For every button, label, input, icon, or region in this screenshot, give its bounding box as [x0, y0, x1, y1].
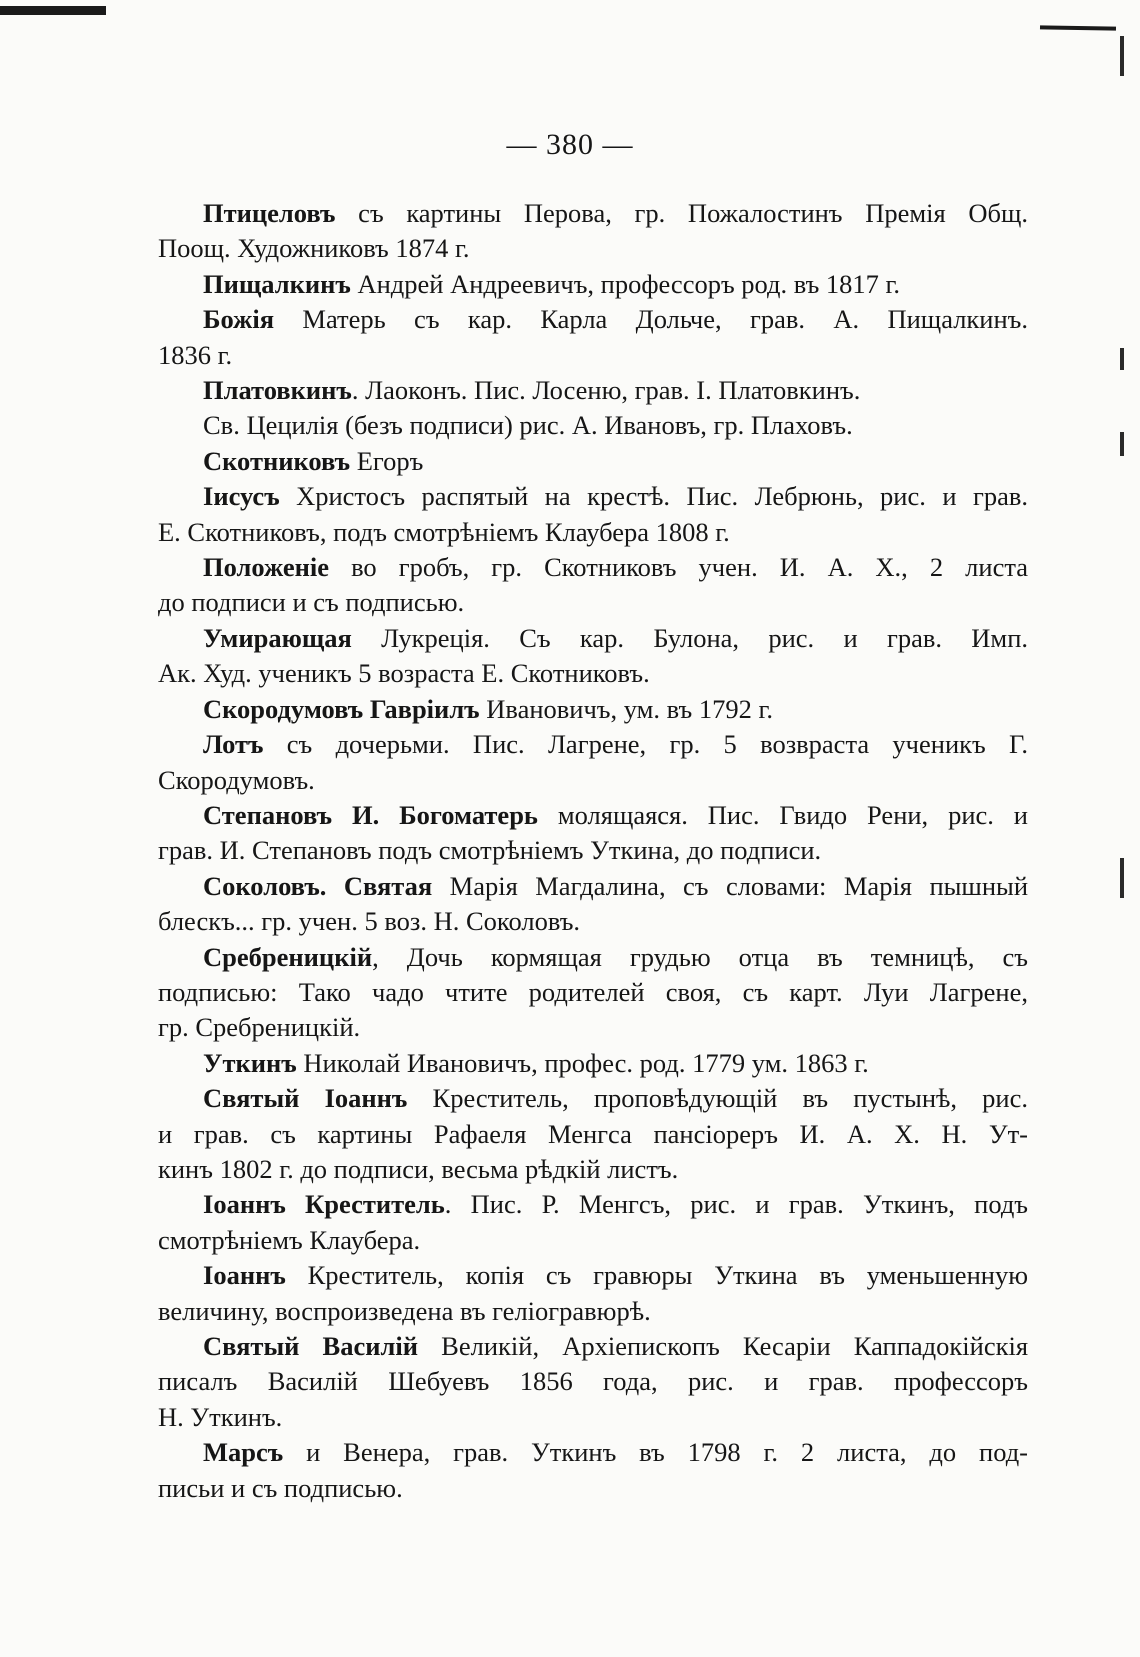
text-line: [158, 585, 1028, 620]
line-text: писалъ Василій Шебуевъ 1856 года, рис. и грав. профессоръ: [158, 1366, 1028, 1397]
line-text: Н. Уткинъ.: [158, 1401, 283, 1432]
text-line: [158, 515, 1028, 550]
entry-title: Божія: [203, 304, 275, 335]
text-line: [158, 1294, 1028, 1329]
text-line: [158, 621, 1028, 656]
line-text: Андрей Андреевичъ, профессоръ род. въ 1817 г.: [350, 268, 901, 299]
entry-title: Соколовъ. Святая: [203, 870, 433, 901]
line-text: 1836 г.: [158, 339, 233, 370]
text-line: [158, 231, 1028, 266]
text-line: [158, 302, 1028, 337]
entry-title: Скородумовъ Гавріилъ: [203, 693, 480, 724]
entry-title: Умирающая: [203, 622, 352, 653]
entry-title: Сребреницкій: [203, 941, 373, 972]
scan-edge-tick: [1120, 432, 1124, 456]
entry-title: Святый Василій: [203, 1331, 419, 1361]
text-line: [158, 1010, 1028, 1045]
line-text: и грав. съ картины Рафаеля Менгса пансіореръ И. А. Х. Н. Ут-: [158, 1118, 1028, 1149]
entry-title: Степановъ И. Богоматерь: [203, 799, 538, 830]
text-line: [158, 444, 1028, 479]
text-line: [158, 727, 1028, 762]
text-body: [158, 196, 1028, 1506]
line-text: блескъ... гр. учен. 5 воз. Н. Соколовъ.: [158, 906, 581, 937]
entry-title: Марсъ: [203, 1437, 284, 1468]
text-line: [158, 408, 1028, 443]
scan-edge-tick: [1120, 858, 1124, 898]
line-text: во гробъ, гр. Скотниковъ учен. И. А. Х., 2 листа: [329, 552, 1028, 583]
text-line: [158, 1117, 1028, 1152]
text-line: [158, 798, 1028, 833]
line-text: Ак. Худ. ученикъ 5 возраста Е. Скотниковъ.: [158, 658, 650, 689]
line-text: Великій, Архіепископъ Кесаріи Каппадокійскія: [418, 1331, 1029, 1361]
text-line: [158, 373, 1028, 408]
line-text: . Пис. Р. Менгсъ, рис. и грав. Уткинъ, подъ: [444, 1189, 1029, 1220]
line-text: письи и съ подписью.: [158, 1472, 403, 1503]
text-line: [158, 1364, 1028, 1399]
text-line: [158, 1471, 1028, 1506]
line-text: молящаяся. Пис. Гвидо Рени, рис. и: [537, 799, 1028, 830]
entry-title: Скотниковъ: [203, 445, 351, 476]
line-text: Христосъ распятый на крестѣ. Пис. Лебрюнь, рис. и грав.: [279, 481, 1028, 512]
text-line: [158, 1400, 1028, 1435]
line-text: Е. Скотниковъ, подъ смотрѣніемъ Клаубера 1808 г.: [158, 516, 730, 547]
entry-title: Iисусъ: [203, 481, 280, 512]
line-text: до подписи и съ подписью.: [158, 587, 465, 618]
page-number: — 380 —: [506, 128, 634, 161]
text-line: [158, 904, 1028, 939]
text-line: [158, 869, 1028, 904]
line-text: Лукреція. Съ кар. Булона, рис. и грав. Имп.: [351, 622, 1028, 653]
text-line: [158, 1435, 1028, 1470]
text-line: [158, 833, 1028, 868]
line-text: величину, воспроизведена въ геліогравюрѣ.: [158, 1295, 651, 1326]
text-line: [158, 1187, 1028, 1222]
text-line: [158, 1081, 1028, 1116]
text-line: [158, 1152, 1028, 1187]
line-text: грав. И. Степановъ подъ смотрѣніемъ Уткина, до подписи.: [158, 835, 822, 866]
scan-edge-tick: [1120, 36, 1124, 76]
line-text: смотрѣніемъ Клаубера.: [158, 1224, 421, 1255]
line-text: подписью: Тако чадо чтите родителей своя, съ карт. Луи Лагрене,: [158, 976, 1028, 1007]
text-line: [158, 1258, 1028, 1293]
line-text: Креститель, проповѣдующій въ пустынѣ, рис.: [407, 1083, 1029, 1114]
line-text: кинъ 1802 г. до подписи, весьма рѣдкій листъ.: [158, 1153, 679, 1184]
text-line: [158, 338, 1028, 373]
line-text: Креститель, копія съ гравюры Уткина въ уменьшенную: [285, 1260, 1028, 1291]
text-line: [158, 763, 1028, 798]
text-line: [158, 267, 1028, 302]
entry-title: Святый Iоаннъ: [203, 1083, 408, 1114]
scan-corner-mark: [0, 6, 106, 15]
entry-title: Iоаннъ: [203, 1260, 286, 1291]
line-text: Ивановичъ, ум. въ 1792 г.: [479, 693, 773, 724]
line-text: Николай Ивановичъ, профес. род. 1779 ум. 1863 г.: [296, 1047, 869, 1078]
line-text: Скородумовъ.: [158, 764, 315, 795]
entry-title: Положеніе: [203, 552, 329, 583]
entry-title: Лотъ: [203, 729, 264, 760]
line-text: съ картины Перова, гр. Пожалостинъ Премія Общ.: [335, 198, 1028, 228]
entry-title: Птицеловъ: [203, 198, 336, 228]
text-line: [158, 692, 1028, 727]
text-line: [158, 1223, 1028, 1258]
text-line: [158, 1329, 1028, 1364]
scan-edge-tick: [1120, 348, 1124, 370]
line-text: Поощ. Художниковъ 1874 г.: [158, 233, 470, 264]
text-line: [158, 479, 1028, 514]
line-text: и Венера, грав. Уткинъ въ 1798 г. 2 листа, до под-: [283, 1437, 1028, 1468]
entry-title: Уткинъ: [203, 1047, 297, 1078]
scan-edge-line: [1040, 25, 1116, 30]
entry-title: Iоаннъ Креститель: [203, 1189, 445, 1220]
line-text: Марія Магдалина, съ словами: Марія пышный: [432, 870, 1029, 901]
text-line: [158, 550, 1028, 585]
text-line: [158, 1046, 1028, 1081]
text-line: [158, 940, 1028, 975]
line-text: . Лаоконъ. Пис. Лосеню, грав. I. Платовкинъ.: [351, 375, 861, 406]
line-text: Св. Цецилія (безъ подписи) рис. А. Ивановъ, гр. Плаховъ.: [203, 410, 853, 441]
text-line: [158, 975, 1028, 1010]
line-text: , Дочь кормящая грудью отца въ темницѣ, съ: [372, 941, 1028, 972]
text-line: [158, 196, 1028, 231]
line-text: съ дочерьми. Пис. Лагрене, гр. 5 возвраста ученикъ Г.: [263, 729, 1028, 760]
entry-title: Платовкинъ: [203, 375, 352, 406]
line-text: гр. Сребреницкій.: [158, 1012, 361, 1043]
text-line: [158, 656, 1028, 691]
entry-title: Пищалкинъ: [203, 268, 351, 299]
line-text: Матерь съ кар. Карла Дольче, грав. А. Пищалкинъ.: [274, 304, 1028, 335]
line-text: Егоръ: [350, 445, 424, 476]
